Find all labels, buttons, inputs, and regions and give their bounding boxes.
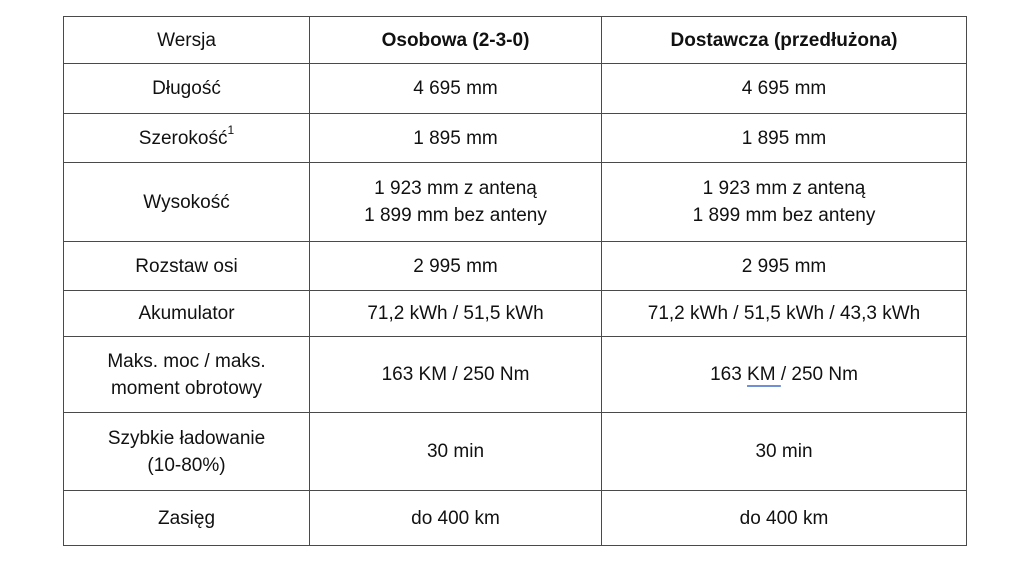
table-row-battery (64, 291, 967, 337)
label-charging (64, 413, 310, 491)
table-row-length (64, 64, 967, 114)
label-wheelbase: Rozstaw osi (64, 242, 310, 291)
label-power-line2: moment obrotowy (110, 377, 262, 399)
value-wheelbase-osobowa: 2 995 mm (310, 242, 602, 291)
header-osobowa: Osobowa (2-3-0) (310, 17, 602, 64)
value-height-osobowa-line2: 1 899 mm bez anteny (364, 205, 547, 226)
label-range: Zasięg (64, 491, 310, 546)
value-power-dostawcza (602, 337, 967, 413)
label-height: Wysokość (64, 163, 310, 242)
table-row-wheelbase (64, 242, 967, 291)
value-length-dostawcza: 4 695 mm (602, 64, 967, 114)
value-power-dostawcza-part1: 163 (710, 364, 748, 385)
table-row-range (64, 491, 967, 546)
value-height-osobowa-line1: 1 923 mm z anteną (374, 178, 537, 199)
value-power-dostawcza-part2: / 250 Nm (780, 364, 858, 385)
table-header-row (64, 17, 967, 64)
value-power-osobowa: 163 KM / 250 Nm (310, 337, 602, 413)
value-battery-osobowa: 71,2 kWh / 51,5 kWh (310, 291, 602, 337)
table-row-charging (64, 413, 967, 491)
value-width-dostawcza: 1 895 mm (602, 114, 967, 163)
spec-table (63, 16, 967, 546)
label-power-line1: Maks. moc / maks. (107, 350, 266, 372)
label-length: Długość (64, 64, 310, 114)
value-height-osobowa (310, 163, 602, 242)
label-battery: Akumulator (64, 291, 310, 337)
value-width-osobowa: 1 895 mm (310, 114, 602, 163)
value-height-dostawcza-line1: 1 923 mm z anteną (702, 178, 866, 199)
header-dostawcza: Dostawcza (przedłużona) (602, 17, 967, 64)
table-row-width (64, 114, 967, 163)
value-charging-osobowa: 30 min (310, 413, 602, 491)
value-battery-dostawcza: 71,2 kWh / 51,5 kWh / 43,3 kWh (602, 291, 967, 337)
spellcheck-underlined-km: KM (747, 364, 781, 385)
value-height-dostawcza (602, 163, 967, 242)
label-charging-line2: (10-80%) (147, 454, 226, 476)
label-width-cell (64, 114, 310, 163)
value-height-dostawcza-line2: 1 899 mm bez anteny (692, 205, 876, 226)
value-wheelbase-dostawcza: 2 995 mm (602, 242, 967, 291)
value-range-osobowa: do 400 km (310, 491, 602, 546)
value-length-osobowa: 4 695 mm (310, 64, 602, 114)
value-charging-dostawcza: 30 min (602, 413, 967, 491)
label-charging-line1: Szybkie ładowanie (107, 427, 266, 449)
footnote-marker: 1 (227, 123, 235, 138)
value-range-dostawcza: do 400 km (602, 491, 967, 546)
label-power (64, 337, 310, 413)
table-row-height (64, 163, 967, 242)
label-width: Szerokość (138, 127, 228, 149)
table-row-power (64, 337, 967, 413)
header-version: Wersja (64, 17, 310, 64)
